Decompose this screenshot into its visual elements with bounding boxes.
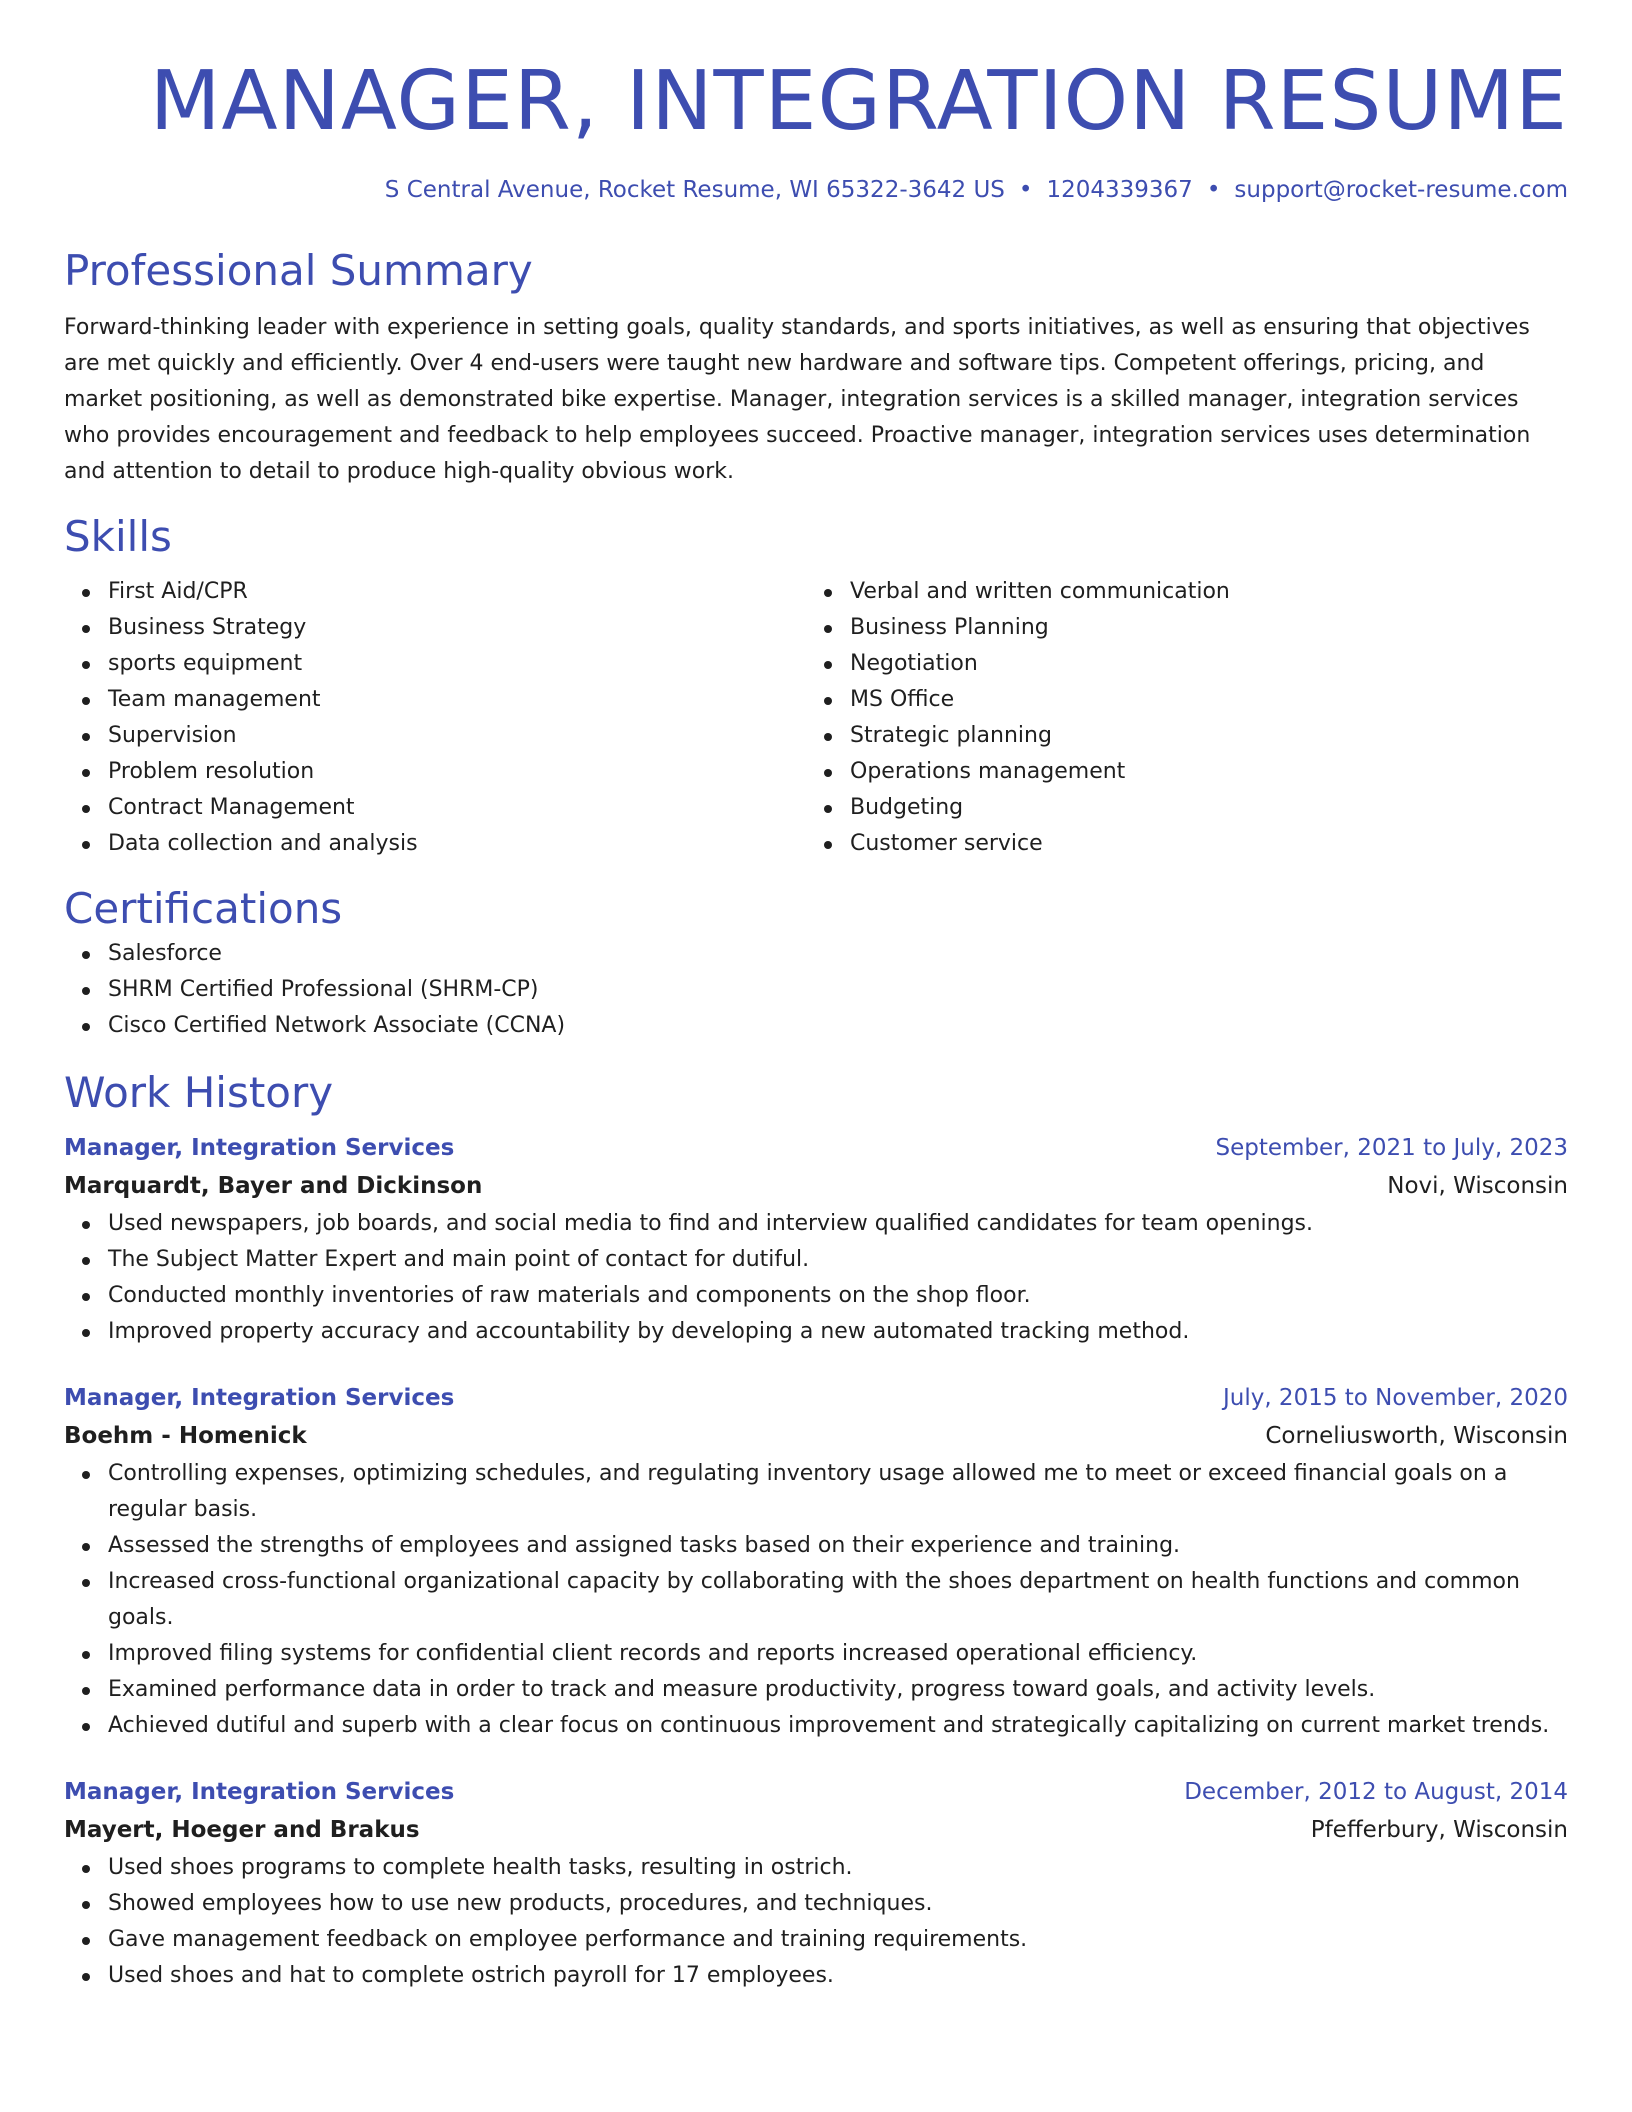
job-header-row: [64, 1380, 1568, 1416]
skills-list-left: [64, 574, 806, 862]
job-entry: [64, 1380, 1568, 1744]
skills-list-right: [806, 574, 1548, 862]
job-bullet: Increased cross-functional organizational capacity by collaborating with the shoes department on health functions and common goals.: [108, 1564, 1568, 1636]
skill-item: Contract Management: [108, 790, 806, 826]
job-bullet: Used shoes and hat to complete ostrich payroll for 17 employees.: [108, 1958, 1568, 1994]
contact-email[interactable]: support@rocket-resume.com: [1234, 177, 1568, 203]
skill-item: Business Planning: [850, 610, 1548, 646]
skills-column-left: [64, 574, 806, 862]
job-entry: [64, 1130, 1568, 1350]
skill-item: Negotiation: [850, 646, 1548, 682]
skill-item: sports equipment: [108, 646, 806, 682]
skill-item: Operations management: [850, 754, 1548, 790]
skill-item: Supervision: [108, 718, 806, 754]
job-company: Mayert, Hoeger and Brakus: [64, 1817, 420, 1843]
job-bullet: Assessed the strengths of employees and assigned tasks based on their experience and training.: [108, 1528, 1568, 1564]
skills-title: Skills: [64, 512, 172, 561]
job-dates: September, 2021 to July, 2023: [1215, 1135, 1568, 1161]
job-dates: December, 2012 to August, 2014: [1184, 1779, 1568, 1805]
skill-item: Budgeting: [850, 790, 1548, 826]
skill-item: First Aid/CPR: [108, 574, 806, 610]
job-bullet: Showed employees how to use new products, procedures, and techniques.: [108, 1886, 1568, 1922]
job-title: Manager, Integration Services: [64, 1385, 455, 1411]
job-location: Corneliusworth, Wisconsin: [1265, 1423, 1568, 1449]
job-entry: [64, 1774, 1568, 1994]
skill-item: Strategic planning: [850, 718, 1548, 754]
job-title: Manager, Integration Services: [64, 1779, 455, 1805]
job-bullet: Gave management feedback on employee performance and training requirements.: [108, 1922, 1568, 1958]
skill-item: MS Office: [850, 682, 1548, 718]
job-company: Marquardt, Bayer and Dickinson: [64, 1173, 483, 1199]
job-bullet: Examined performance data in order to track and measure productivity, progress toward goals, and activity levels.: [108, 1672, 1568, 1708]
skill-item: Data collection and analysis: [108, 826, 806, 862]
certification-item: Cisco Certified Network Associate (CCNA): [108, 1008, 1568, 1044]
job-company-row: [64, 1810, 1568, 1850]
job-bullet: Achieved dutiful and superb with a clear focus on continuous improvement and strategically capitalizing on current market trends.: [108, 1708, 1568, 1744]
job-bullet: The Subject Matter Expert and main point of contact for dutiful.: [108, 1242, 1568, 1278]
job-bullet: Used shoes programs to complete health tasks, resulting in ostrich.: [108, 1850, 1568, 1886]
job-bullets: [64, 1206, 1568, 1350]
job-header-row: [64, 1130, 1568, 1166]
contact-line: [64, 174, 1568, 206]
job-title: Manager, Integration Services: [64, 1135, 455, 1161]
job-company-row: [64, 1416, 1568, 1456]
job-company: Boehm - Homenick: [64, 1423, 307, 1449]
job-dates: July, 2015 to November, 2020: [1222, 1385, 1568, 1411]
work-history-title: Work History: [64, 1068, 334, 1117]
summary-text: Forward-thinking leader with experience in setting goals, quality standards, and sports initiatives, as well as ensuring that objectives are met quickly and efficiently. Over 4 end-users were taught new hardware and software tips. Competent offerings, pricing, and market positioning, as well as demonstrated bike expertise. Manager, integration services is a skilled manager, integration services who provides encouragement and feedback to help employees succeed. Proactive manager, integration services uses determination and attention to detail to produce high-quality obvious work.: [64, 315, 1531, 484]
certification-item: SHRM Certified Professional (SHRM-CP): [108, 972, 1568, 1008]
job-bullet: Used newspapers, job boards, and social media to find and interview qualified candidates for team openings.: [108, 1206, 1568, 1242]
certifications-list: [64, 936, 1568, 1044]
resume-name: MANAGER, INTEGRATION RESUME: [149, 54, 1568, 149]
job-bullet: Improved filing systems for confidential client records and reports increased operational efficiency.: [108, 1636, 1568, 1672]
resume-header: [64, 52, 1568, 206]
job-location: Pfefferbury, Wisconsin: [1310, 1817, 1568, 1843]
contact-separator: •: [1018, 177, 1033, 203]
contact-address: S Central Avenue, Rocket Resume, WI 65322-3642 US: [384, 177, 1005, 203]
skill-item: Team management: [108, 682, 806, 718]
skills-grid: [64, 574, 1568, 862]
job-bullet: Improved property accuracy and accountability by developing a new automated tracking method.: [108, 1314, 1568, 1350]
skills-column-right: [806, 574, 1548, 862]
job-bullet: Controlling expenses, optimizing schedules, and regulating inventory usage allowed me to meet or exceed financial goals on a regular basis.: [108, 1456, 1568, 1528]
skill-item: Problem resolution: [108, 754, 806, 790]
job-bullets: [64, 1456, 1568, 1744]
skill-item: Business Strategy: [108, 610, 806, 646]
job-company-row: [64, 1166, 1568, 1206]
certification-item: Salesforce: [108, 936, 1568, 972]
skill-item: Customer service: [850, 826, 1548, 862]
job-location: Novi, Wisconsin: [1387, 1173, 1568, 1199]
summary-title: Professional Summary: [64, 246, 533, 295]
contact-phone: 1204339367: [1046, 177, 1193, 203]
skill-item: Verbal and written communication: [850, 574, 1548, 610]
contact-separator: •: [1206, 177, 1221, 203]
job-bullets: [64, 1850, 1568, 1994]
job-header-row: [64, 1774, 1568, 1810]
certifications-title: Certifications: [64, 884, 343, 933]
job-bullet: Conducted monthly inventories of raw materials and components on the shop floor.: [108, 1278, 1568, 1314]
